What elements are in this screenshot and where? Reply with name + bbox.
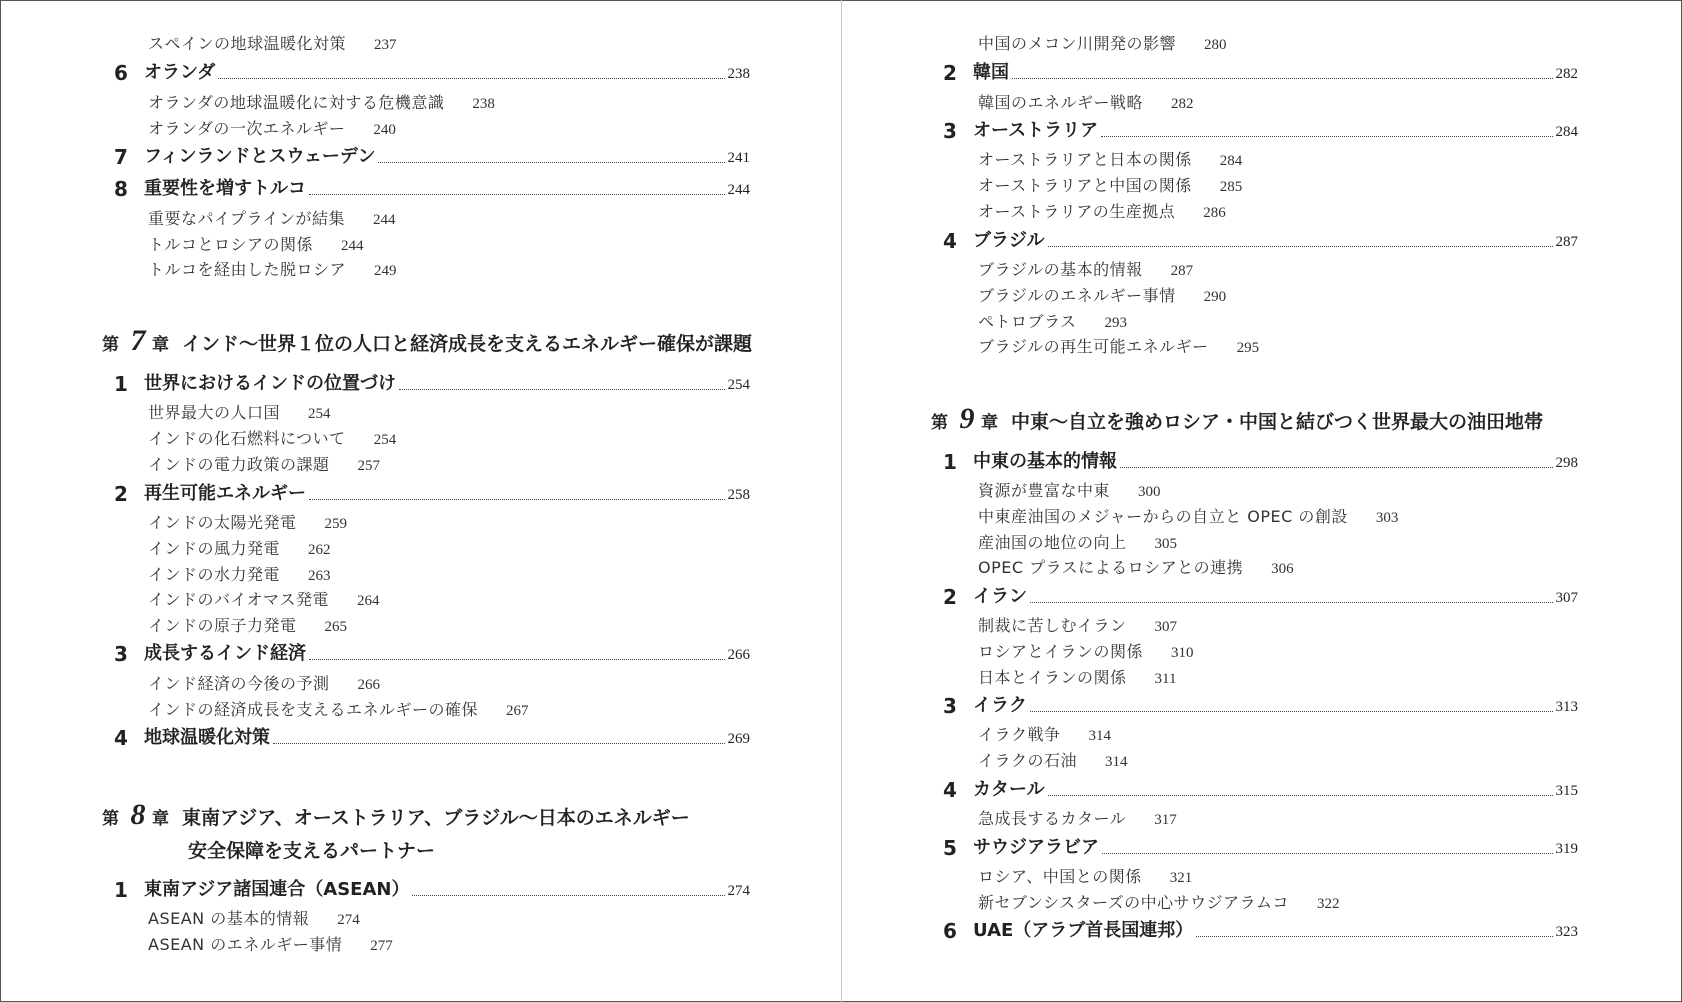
section-number: 2 [943,61,957,85]
toc-subsection-entry[interactable] [148,260,397,281]
subsection-title: オーストラリアと中国の関係 [978,176,1192,195]
toc-section-entry[interactable] [943,584,1578,608]
section-number: 5 [943,836,957,860]
subsection-title: 中東産油国のメジャーからの自立と OPEC の創設 [978,507,1348,526]
subsection-title: 世界最大の人口国 [148,403,281,422]
subsection-title: ブラジルのエネルギー事情 [978,286,1176,305]
section-number: 4 [943,229,957,253]
chapter-number: 7 [130,324,146,357]
section-number: 1 [114,878,128,902]
toc-subsection-entry[interactable] [978,558,1294,579]
toc-section-entry[interactable] [943,777,1578,801]
toc-subsection-entry[interactable] [148,209,396,230]
subsection-title: トルコとロシアの関係 [148,235,314,254]
toc-subsection-entry[interactable] [148,616,347,637]
section-title: イラク [973,695,1027,716]
dot-leader [399,389,725,390]
dot-leader [309,499,725,500]
page-number: 317 [1154,812,1177,828]
section-number: 3 [943,694,957,718]
toc-subsection-entry[interactable] [978,202,1226,223]
toc-subsection-entry[interactable] [978,176,1242,197]
dot-leader [1120,467,1553,468]
toc-subsection-entry[interactable] [148,93,495,114]
subsection-title: オランダの一次エネルギー [148,119,346,138]
chapter-suffix: 章 [981,413,998,433]
page-number: 249 [374,263,397,279]
page-number: 321 [1169,870,1193,886]
toc-subsection-entry[interactable] [978,533,1177,554]
page-number: 284 [1555,124,1578,140]
section-title: 韓国 [973,62,1009,83]
toc-section-entry[interactable] [943,60,1578,84]
subsection-title: インドの太陽光発電 [148,513,297,532]
subsection-title: イラクの石油 [978,751,1078,770]
dot-leader [378,162,724,163]
subsection-title: ASEAN のエネルギー事情 [148,935,343,954]
page-number: 303 [1375,510,1399,526]
chapter-suffix: 章 [152,335,169,355]
subsection-title: スペインの地球温暖化対策 [148,34,347,53]
toc-subsection-entry[interactable] [978,616,1177,637]
page-number: 311 [1154,671,1177,687]
page-number: 287 [1555,234,1578,250]
toc-subsection-entry[interactable] [148,455,380,476]
dot-leader [1048,795,1553,796]
toc-section-entry[interactable] [114,144,750,168]
page-number: 244 [727,182,750,198]
chapter-title: 東南アジア、オーストラリア、ブラジル〜日本のエネルギー [182,807,690,829]
toc-subsection-entry[interactable] [978,260,1193,281]
page-number: 274 [727,883,750,899]
subsection-title: 産油国の地位の向上 [978,533,1127,552]
toc-subsection-entry[interactable] [978,93,1194,114]
section-number: 4 [114,726,128,750]
subsection-title: インドの水力発電 [148,565,281,584]
toc-subsection-entry[interactable] [148,403,331,424]
dot-leader [218,78,724,79]
dot-leader [309,194,725,195]
subsection-title: 中国のメコン川開発の影響 [978,34,1177,53]
page-number: 290 [1203,289,1227,305]
page-number: 267 [506,703,529,719]
dot-leader [1101,136,1552,137]
right-page [842,0,1682,1002]
toc-subsection-entry[interactable] [978,312,1127,333]
subsection-title: インドの化石燃料について [148,429,346,448]
page-number: 254 [373,432,397,448]
page-number: 307 [1154,619,1178,635]
section-number: 8 [114,177,128,201]
section-title: UAE（アラブ首長国連邦） [973,920,1194,941]
toc-section-entry[interactable] [114,371,750,395]
subsection-title: イラク戦争 [978,725,1061,744]
page-number: 269 [727,731,750,747]
toc-subsection-entry[interactable] [978,725,1111,746]
page-number: 240 [373,122,396,138]
page-number: 314 [1088,728,1112,744]
section-title: 中東の基本的情報 [973,451,1117,472]
page-number: 280 [1204,37,1227,53]
subsection-title: ブラジルの再生可能エネルギー [978,337,1209,356]
toc-subsection-entry[interactable] [978,668,1176,689]
subsection-title: ブラジルの基本的情報 [978,260,1143,279]
subsection-title: 韓国のエネルギー戦略 [978,93,1144,112]
page-number: 258 [727,487,750,503]
page-number: 314 [1105,754,1128,770]
toc-section-entry[interactable] [114,725,750,749]
page-number: 254 [308,406,331,422]
toc-subsection-entry[interactable] [148,539,331,560]
subsection-title: ロシア、中国との関係 [978,867,1142,886]
page-number: 237 [374,37,397,53]
toc-subsection-entry[interactable] [978,809,1177,830]
subsection-title: ペトロブラス [978,312,1077,331]
section-title: カタール [973,779,1045,800]
toc-subsection-entry[interactable] [148,700,529,721]
toc-subsection-entry[interactable] [978,507,1398,528]
page-number: 262 [308,542,331,558]
subsection-title: インドのバイオマス発電 [148,590,330,609]
chapter-heading[interactable] [931,402,1543,436]
dot-leader [1030,602,1553,603]
toc-section-entry[interactable] [943,228,1578,252]
toc-section-entry[interactable] [114,641,750,665]
toc-subsection-entry[interactable] [978,751,1128,772]
dot-leader [309,659,725,660]
toc-subsection-entry[interactable] [978,867,1192,888]
section-title: 東南アジア諸国連合（ASEAN） [144,879,410,900]
toc-subsection-entry[interactable] [978,893,1340,914]
subsection-title: インドの原子力発電 [148,616,297,635]
toc-subsection-entry[interactable] [148,235,364,256]
toc-section-entry[interactable] [114,176,750,200]
dot-leader [412,895,724,896]
section-title: ブラジル [973,230,1045,251]
section-number: 6 [114,61,128,85]
toc-subsection-entry[interactable] [148,513,347,534]
subsection-title: 急成長するカタール [978,809,1127,828]
page-number: 282 [1171,96,1194,112]
toc-section-entry[interactable] [943,835,1578,859]
page-number: 238 [727,66,750,82]
page-number: 254 [727,377,750,393]
section-title: イラン [973,586,1027,607]
toc-subsection-entry[interactable] [148,935,393,956]
subsection-title: インドの風力発電 [148,539,281,558]
subsection-title: インド経済の今後の予測 [148,674,330,693]
toc-subsection-entry[interactable] [148,34,397,55]
page-number: 277 [370,938,393,954]
page-number: 323 [1555,924,1578,940]
page-number: 305 [1154,536,1178,552]
subsection-title: ロシアとイランの関係 [978,642,1144,661]
toc-subsection-entry[interactable] [978,286,1226,307]
subsection-title: OPEC プラスによるロシアとの連携 [978,558,1244,577]
toc-section-entry[interactable] [943,118,1578,142]
page-number: 266 [727,647,750,663]
section-title: 成長するインド経済 [144,643,306,664]
subsection-title: 資源が豊富な中東 [978,481,1111,500]
page-number: 259 [324,516,348,532]
section-number: 1 [943,450,957,474]
page-number: 295 [1236,340,1260,356]
subsection-title: 重要なパイプラインが結集 [148,209,346,228]
page-number: 306 [1271,561,1294,577]
page-number: 322 [1317,896,1340,912]
page-number: 263 [308,568,331,584]
subsection-title: 日本とイランの関係 [978,668,1127,687]
toc-subsection-entry[interactable] [978,642,1194,663]
section-number: 3 [943,119,957,143]
toc-subsection-entry[interactable] [148,429,396,450]
page-number: 238 [472,96,495,112]
chapter-title: インド〜世界１位の人口と経済成長を支えるエネルギー確保が課題 [182,333,753,355]
page-number: 266 [357,677,381,693]
dot-leader [1012,78,1553,79]
section-number: 2 [943,585,957,609]
page-number: 274 [337,912,360,928]
section-number: 7 [114,145,128,169]
page-number: 313 [1555,699,1578,715]
section-title: 再生可能エネルギー [144,483,306,504]
toc-section-entry[interactable] [114,481,750,505]
subsection-title: トルコを経由した脱ロシア [148,260,347,279]
section-number: 2 [114,482,128,506]
toc-section-entry[interactable] [114,60,750,84]
section-number: 1 [114,372,128,396]
page-number: 284 [1219,153,1243,169]
subsection-title: インドの経済成長を支えるエネルギーの確保 [148,700,479,719]
subsection-title: オランダの地球温暖化に対する危機意識 [148,93,445,112]
section-title: フィンランドとスウェーデン [144,146,376,167]
chapter-number: 8 [130,798,146,831]
toc-section-entry[interactable] [943,918,1578,942]
toc-subsection-entry[interactable] [978,34,1227,55]
section-number: 4 [943,778,957,802]
toc-subsection-entry[interactable] [148,674,380,695]
chapter-prefix: 第 [102,809,119,829]
chapter-heading[interactable] [102,324,752,358]
page-number: 285 [1219,179,1243,195]
page-number: 264 [357,593,380,609]
subsection-title: 制裁に苦しむイラン [978,616,1127,635]
page-number: 307 [1555,590,1578,606]
page-number: 287 [1170,263,1194,279]
toc-subsection-entry[interactable] [148,565,331,586]
page-number: 286 [1203,205,1226,221]
toc-subsection-entry[interactable] [978,481,1161,502]
subsection-title: インドの電力政策の課題 [148,455,330,474]
section-title: 世界におけるインドの位置づけ [144,373,396,394]
section-title: サウジアラビア [973,837,1099,858]
toc-section-entry[interactable] [943,693,1578,717]
section-title: 地球温暖化対策 [144,727,270,748]
dot-leader [273,743,725,744]
subsection-title: オーストラリアの生産拠点 [978,202,1176,221]
page-number: 257 [357,458,381,474]
toc-section-entry[interactable] [114,877,750,901]
toc-subsection-entry[interactable] [148,119,396,140]
toc-subsection-entry[interactable] [978,337,1259,358]
chapter-title: 中東〜自立を強めロシア・中国と結びつく世界最大の油田地帯 [1011,411,1544,433]
toc-subsection-entry[interactable] [148,590,380,611]
page-number: 282 [1555,66,1578,82]
dot-leader [1048,246,1553,247]
chapter-number: 9 [959,402,975,435]
chapter-suffix: 章 [152,809,169,829]
section-number: 3 [114,642,128,666]
page-number: 315 [1555,783,1578,799]
section-title: オーストラリア [973,120,1099,141]
section-title: オランダ [144,62,216,83]
subsection-title: 新セブンシスターズの中心サウジアラムコ [978,893,1290,912]
chapter-title-line2: 安全保障を支えるパートナー [188,840,436,862]
page-number: 241 [727,150,750,166]
dot-leader [1196,936,1552,937]
page-number: 310 [1171,645,1194,661]
toc-subsection-entry[interactable] [148,909,360,930]
dot-leader [1030,711,1553,712]
page-number: 319 [1555,841,1578,857]
chapter-prefix: 第 [102,335,119,355]
page-number: 300 [1138,484,1161,500]
toc-subsection-entry[interactable] [978,150,1242,171]
section-number: 6 [943,919,957,943]
page-number: 244 [341,238,364,254]
page-number: 293 [1104,315,1128,331]
page-number: 298 [1555,455,1578,471]
dot-leader [1102,853,1553,854]
chapter-prefix: 第 [931,413,948,433]
chapter-heading[interactable] [102,798,690,862]
subsection-title: ASEAN の基本的情報 [148,909,310,928]
subsection-title: オーストラリアと日本の関係 [978,150,1192,169]
section-title: 重要性を増すトルコ [144,178,306,199]
page-number: 265 [324,619,348,635]
page-number: 244 [373,212,396,228]
toc-section-entry[interactable] [943,449,1578,473]
